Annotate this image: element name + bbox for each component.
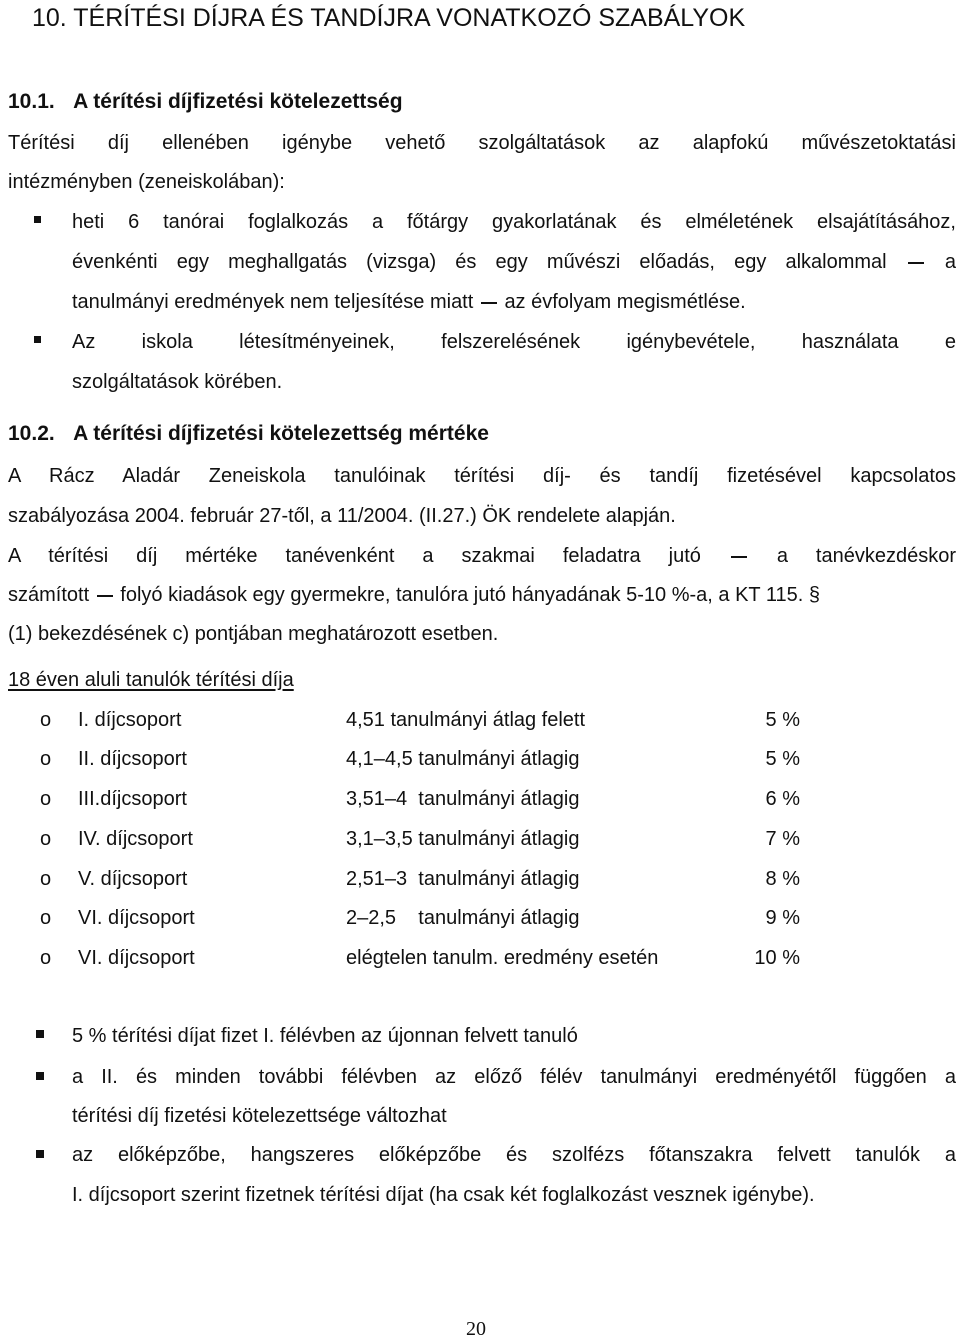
- fee-range: 3,1–3,5 tanulmányi átlagig: [346, 828, 580, 850]
- circle-bullet-icon: o: [40, 868, 52, 890]
- fee-range: 2,51–3 tanulmányi átlagig: [346, 868, 580, 890]
- circle-bullet-icon: o: [40, 748, 52, 770]
- fee-group: IV. díjcsoport: [78, 828, 193, 850]
- circle-bullet-icon: o: [40, 907, 52, 929]
- paragraph-line: [8, 581, 820, 609]
- fee-percent: 5 %: [765, 709, 800, 731]
- section-heading-10-2: [8, 420, 489, 448]
- page-number: 20: [466, 1318, 486, 1340]
- circle-bullet-icon: o: [40, 828, 52, 850]
- fee-group: III.díjcsoport: [78, 788, 187, 810]
- fee-table-heading: 18 éven aluli tanulók térítési díja: [8, 669, 294, 691]
- paragraph-part: a tanévkezdéskor: [776, 545, 956, 567]
- paragraph-line: szabályozása 2004. február 27-től, a 11/2004. (II.27.) ÖK rendelete alapján.: [8, 505, 676, 527]
- bullet-text-part: évenkénti egy meghallgatás (vizsga) és egy művészi előadás, egy alkalommal: [72, 251, 887, 273]
- fee-percent: 5 %: [765, 748, 800, 770]
- paragraph-line: [8, 542, 956, 570]
- section-heading-10-1: [8, 88, 403, 116]
- chapter-heading: 10. TÉRÍTÉSI DÍJRA ÉS TANDÍJRA VONATKOZÓ SZABÁLYOK: [32, 4, 746, 32]
- paragraph-part: számított: [8, 584, 90, 606]
- dash: [481, 302, 497, 304]
- section-number: 10.2.: [8, 422, 55, 445]
- intro-line: intézményben (zeneiskolában):: [8, 171, 285, 193]
- paragraph-part: A térítési díj mértéke tanévenként a szakmai feladatra jutó: [8, 545, 701, 567]
- bullet-text-part: tanulmányi eredmények nem teljesítése miatt: [72, 291, 474, 313]
- fee-group: VI. díjcsoport: [78, 907, 195, 929]
- paragraph-part: folyó kiadások egy gyermekre, tanulóra jutó hányadának 5-10 %-a, a KT 115.: [120, 584, 804, 606]
- dash: [97, 595, 113, 597]
- dash: [908, 262, 924, 264]
- square-bullet-icon: [36, 1150, 44, 1158]
- note-text: az előképzőbe, hangszeres előképzőbe és szolfézs főtanszakra felvett tanulók a: [72, 1144, 956, 1166]
- fee-percent: 6 %: [765, 788, 800, 810]
- circle-bullet-icon: o: [40, 947, 52, 969]
- section-title: A térítési díjfizetési kötelezettség: [73, 90, 403, 113]
- section-number: 10.1.: [8, 90, 55, 113]
- fee-range: elégtelen tanulm. eredmény esetén: [346, 947, 659, 969]
- fee-group: V. díjcsoport: [78, 868, 188, 890]
- note-text: I. díjcsoport szerint fizetnek térítési díjat (ha csak két foglalkozást vesznek igénybe).: [72, 1184, 815, 1206]
- fee-group: I. díjcsoport: [78, 709, 182, 731]
- dash: [731, 556, 747, 558]
- bullet-text: szolgáltatások körében.: [72, 371, 283, 393]
- circle-bullet-icon: o: [40, 788, 52, 810]
- bullet-text: [72, 248, 956, 276]
- fee-group: VI. díjcsoport: [78, 947, 195, 969]
- bullet-text: Az iskola létesítményeinek, felszerelésének igénybevétele, használata e: [72, 331, 956, 353]
- square-bullet-icon: [36, 1072, 44, 1080]
- fee-range: 3,51–4 tanulmányi átlagig: [346, 788, 580, 810]
- bullet-text: heti 6 tanórai foglalkozás a főtárgy gyakorlatának és elméletének elsajátításához,: [72, 211, 956, 233]
- note-text: térítési díj fizetési kötelezettsége változhat: [72, 1105, 447, 1127]
- note-text: a II. és minden további félévben az előző félév tanulmányi eredményétől függően a: [72, 1066, 956, 1088]
- fee-percent: 9 %: [765, 907, 800, 929]
- fee-range: 4,51 tanulmányi átlag felett: [346, 709, 586, 731]
- fee-group: II. díjcsoport: [78, 748, 187, 770]
- square-bullet-icon: [36, 1030, 44, 1038]
- bullet-text-part: a: [944, 251, 956, 273]
- bullet-text-part: az évfolyam megismétlése.: [504, 291, 746, 313]
- intro-line: Térítési díj ellenében igénybe vehető szolgáltatások az alapfokú művészetoktatási: [8, 132, 956, 154]
- note-text: 5 % térítési díjat fizet I. félévben az újonnan felvett tanuló: [72, 1025, 578, 1047]
- square-bullet-icon: [34, 216, 41, 223]
- section-title: A térítési díjfizetési kötelezettség mértéke: [73, 422, 489, 445]
- bullet-text: [72, 288, 746, 316]
- paragraph-line: A Rácz Aladár Zeneiskola tanulóinak térítési díj- és tandíj fizetésével kapcsolatos: [8, 465, 956, 487]
- fee-range: 4,1–4,5 tanulmányi átlagig: [346, 748, 580, 770]
- circle-bullet-icon: o: [40, 709, 52, 731]
- fee-percent: 7 %: [765, 828, 800, 850]
- paragraph-line: (1) bekezdésének c) pontjában meghatározott esetben.: [8, 623, 499, 645]
- section-sign: §: [808, 584, 820, 606]
- fee-percent: 10 %: [754, 947, 800, 969]
- fee-range: 2–2,5 tanulmányi átlagig: [346, 907, 580, 929]
- square-bullet-icon: [34, 336, 41, 343]
- fee-percent: 8 %: [765, 868, 800, 890]
